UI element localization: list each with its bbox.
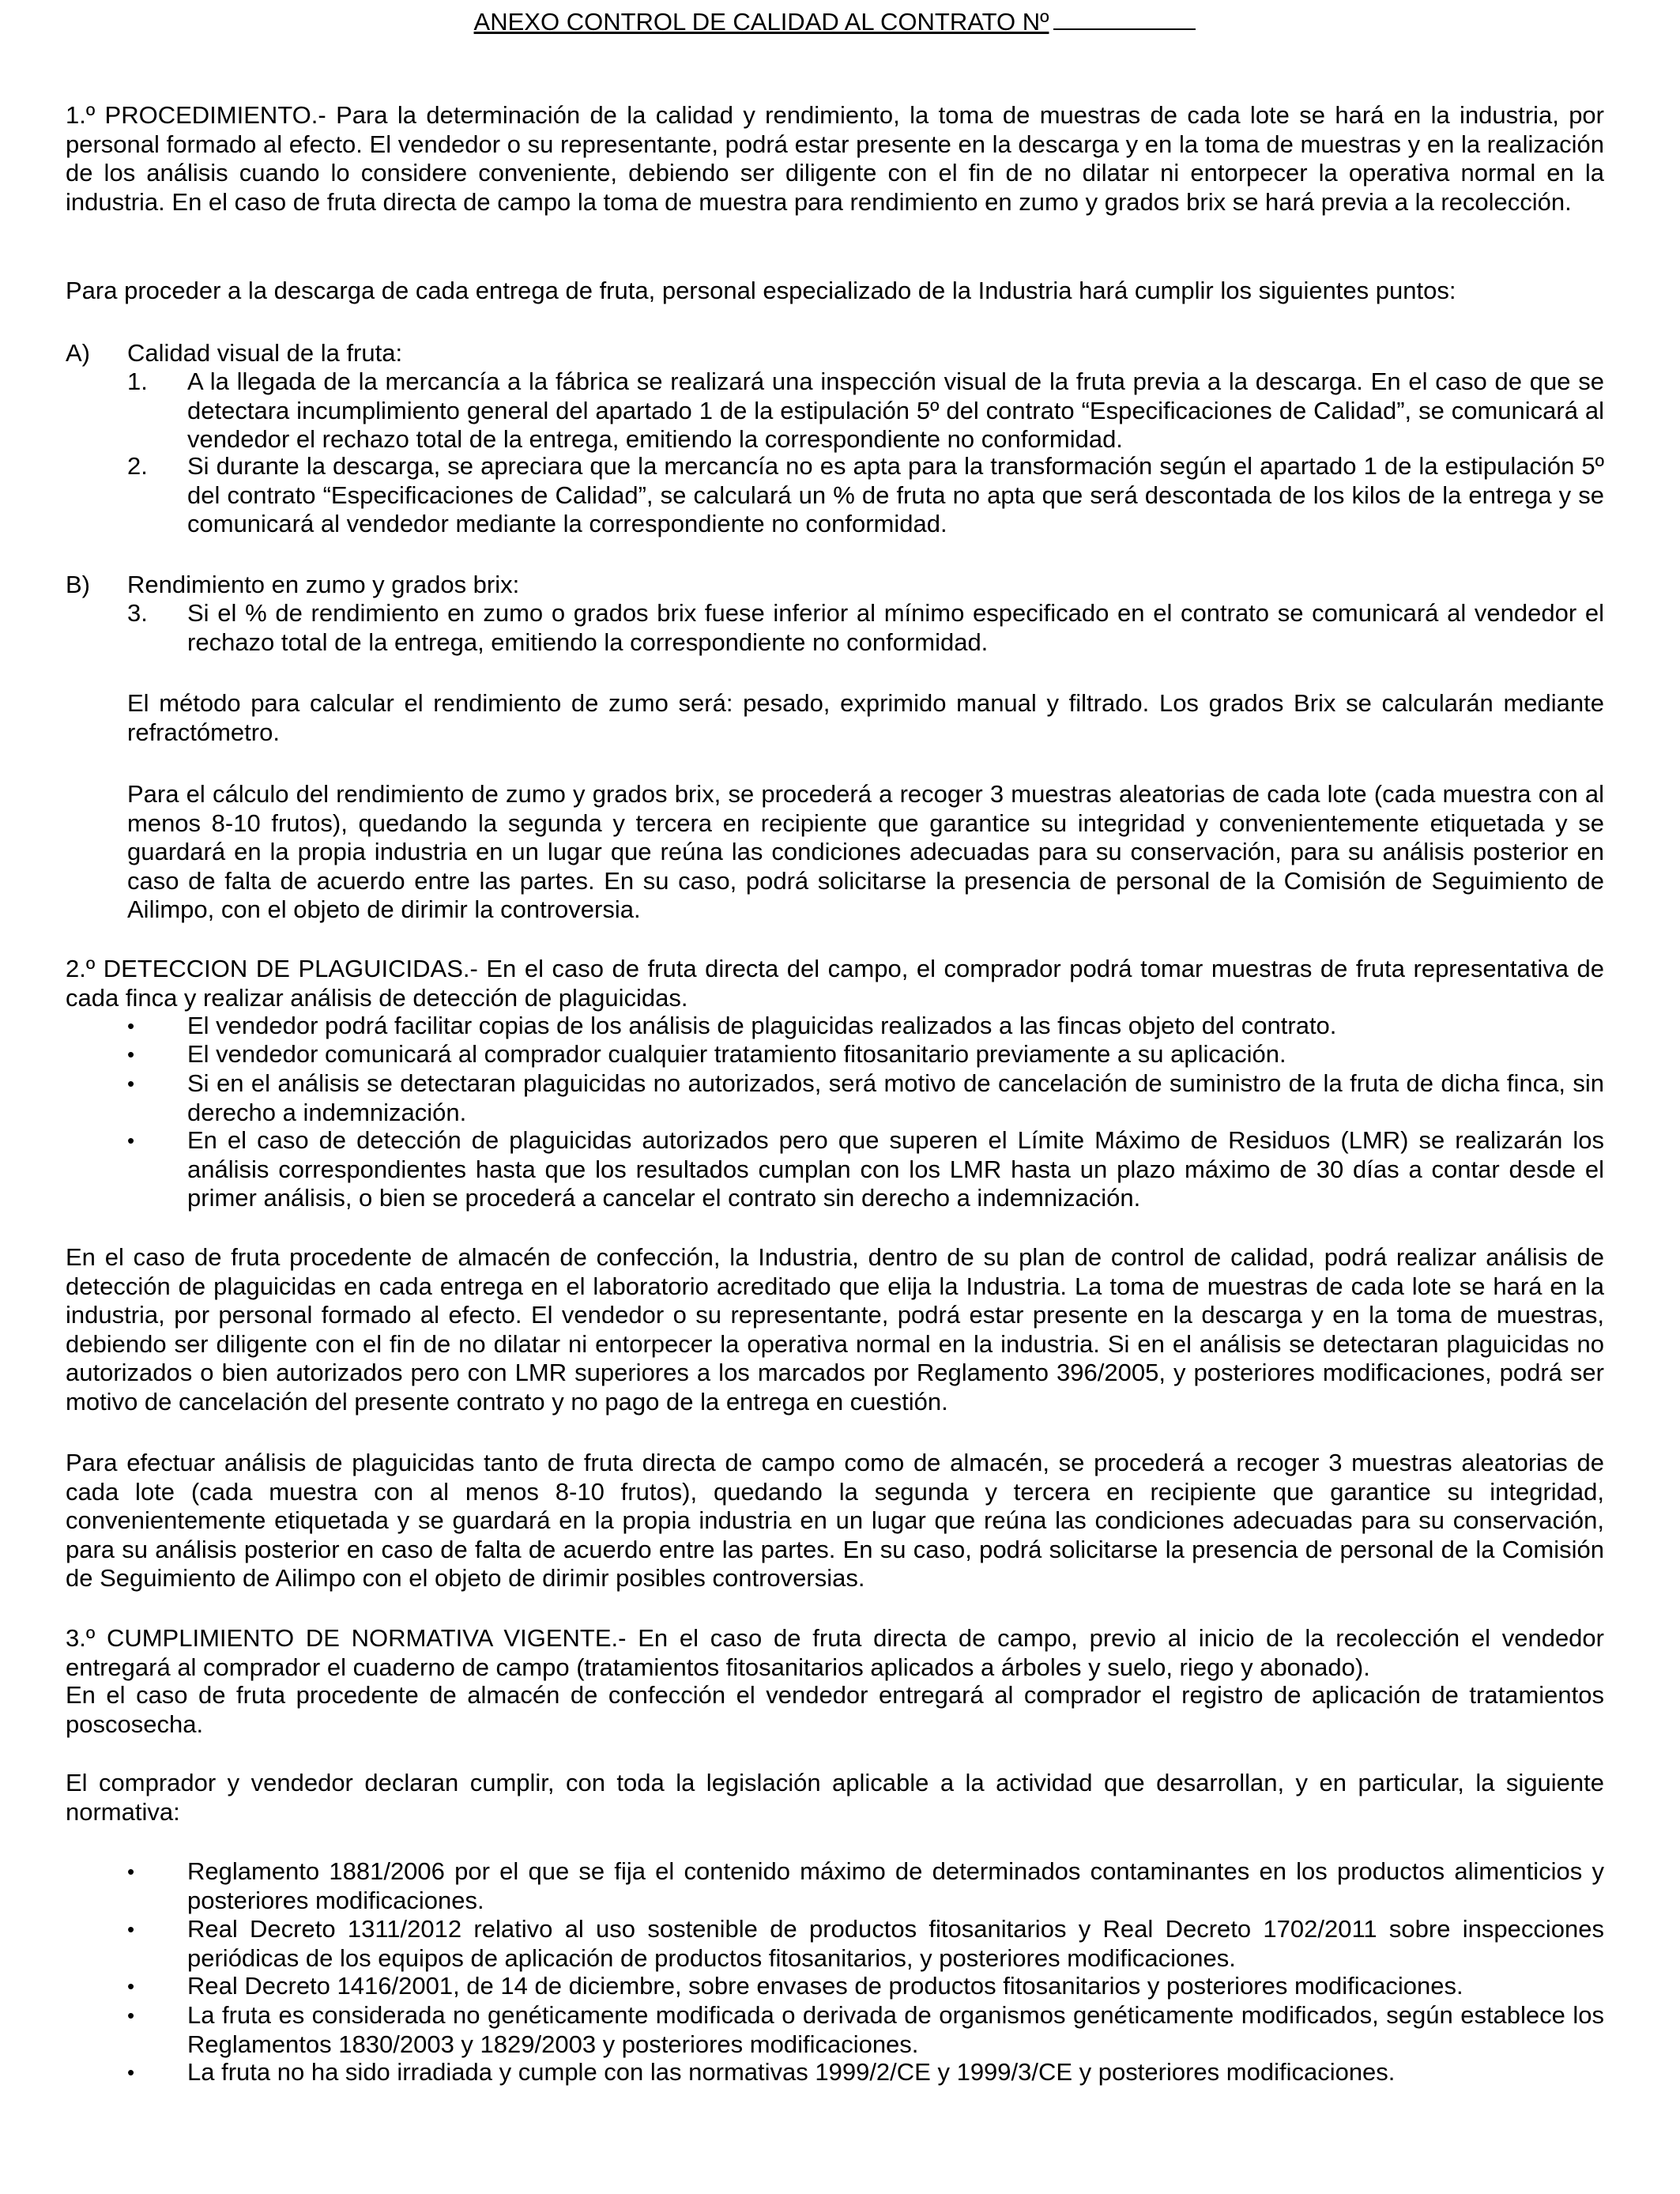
item-1-number: 1. (127, 368, 148, 395)
pesticide-bullet-4: En el caso de detección de plaguicidas autorizados pero que superen el Límite Máximo de Residuos (LMR) se realizarán los análisis correspondientes hasta que los resultados cumplan con los LMR hasta un plazo máximo de 30 días a contar desde el primer análisis, o bien se procederá a cancelar el contrato sin derecho a indemnización. (187, 1126, 1604, 1212)
item-b-letter: B) (66, 571, 90, 598)
section-3-heading: 3.º CUMPLIMIENTO DE NORMATIVA VIGENTE.- (66, 1624, 627, 1652)
title-text: ANEXO CONTROL DE CALIDAD AL CONTRATO Nº (473, 8, 1049, 36)
section-2-paragraph (66, 955, 1604, 1012)
item-a-title: Calidad visual de la fruta: (127, 339, 403, 367)
section-1-heading: 1.º PROCEDIMIENTO.- (66, 101, 326, 129)
bullet-glyph: • (127, 1042, 135, 1066)
document-title (66, 6, 1604, 36)
section-2-intro: En el caso de fruta directa del campo, el comprador podrá tomar muestras de fruta representativa de cada finca y realizar análisis de detección de plaguicidas. (66, 955, 1604, 1012)
bullet-glyph: • (127, 1917, 135, 1941)
regulation-bullet-4: La fruta es considerada no genéticamente modificada o derivada de organismos genéticamente modificados, según establece los Reglamentos 1830/2003 y 1829/2003 y posteriores modificaciones. (187, 2001, 1604, 2058)
bullet-glyph: • (127, 1974, 135, 1998)
bullet-glyph: • (127, 2004, 135, 2027)
juice-method-paragraph: El método para calcular el rendimiento de zumo será: pesado, exprimido manual y filtrado. Los grados Brix se calcularán mediante refractómetro. (127, 689, 1604, 746)
pesticide-sampling-paragraph: Para efectuar análisis de plaguicidas tanto de fruta directa de campo como de almacén, se procederá a recoger 3 muestras aleatorias de cada lote (cada muestra con al menos 8-10 frutos), quedando la segunda y tercera en recipiente que garantice su integridad, convenientemente etiquetada y se guardará en la propia industria en un lugar que reúna las condiciones adecuadas para su conservación, para su análisis posterior en caso de falta de acuerdo entre las partes. En su caso, podrá solicitarse la presencia de personal de la Comisión de Seguimiento de Ailimpo con el objeto de dirimir posibles controversias. (66, 1449, 1604, 1592)
bullet-glyph: • (127, 1014, 135, 1038)
item-b-title: Rendimiento en zumo y grados brix: (127, 571, 520, 598)
contract-number-blank (1053, 6, 1196, 30)
item-2-text: Si durante la descarga, se apreciara que la mercancía no es apta para la transformación según el apartado 1 de la estipulación 5º del contrato “Especificaciones de Calidad”, se calculará un % de fruta no apta que será descontada de los kilos de la entrega y se comunicará al vendedor mediante la correspondiente no conformidad. (187, 452, 1604, 537)
item-3-text: Si el % de rendimiento en zumo o grados brix fuese inferior al mínimo especificado en el contrato se comunicará al vendedor el rechazo total de la entrega, emitiendo la correspondiente no conformidad. (187, 599, 1604, 656)
section-1-paragraph (66, 101, 1604, 217)
section-1-text: Para la determinación de la calidad y rendimiento, la toma de muestras de cada lote se hará en la industria, por personal formado al efecto. El vendedor o su representante, podrá estar presente en la descarga y en la toma de muestras y en la realización de los análisis cuando lo considere conveniente, debiendo ser diligente con el fin de no dilatar ni entorpecer la operativa normal en la industria. En el caso de fruta directa de campo la toma de muestra para rendimiento en zumo y grados brix se hará previa a la recolección. (66, 101, 1604, 216)
item-a-letter: A) (66, 339, 90, 367)
regulation-bullet-2: Real Decreto 1311/2012 relativo al uso sostenible de productos fitosanitarios y Real Decreto 1702/2011 sobre inspecciones periódicas de los equipos de aplicación de productos fitosanitarios, y posteriores modificaciones. (187, 1915, 1604, 1972)
pesticide-bullet-2: El vendedor comunicará al comprador cualquier tratamiento fitosanitario previamente a su aplicación. (187, 1040, 1286, 1068)
warehouse-fruit-paragraph: En el caso de fruta procedente de almacén de confección, la Industria, dentro de su plan de control de calidad, podrá realizar análisis de detección de plaguicidas en cada entrega en el laboratorio acreditado que elija la Industria. La toma de muestras de cada lote se hará en la industria, por personal formado al efecto. El vendedor o su representante, podrá estar presente en la descarga y en la toma de muestras, debiendo ser diligente con el fin de no dilatar ni entorpecer la operativa normal en la industria. Si en el análisis se detectaran plaguicidas no autorizados o bien autorizados pero con LMR superiores a los marcados por Reglamento 396/2005, y posteriores modificaciones, podrá ser motivo de cancelación del presente contrato y no pago de la entrega en cuestión. (66, 1243, 1604, 1416)
postharvest-paragraph: En el caso de fruta procedente de almacén de confección el vendedor entregará al comprador el registro de aplicación de tratamientos poscosecha. (66, 1681, 1604, 1738)
bullet-glyph: • (127, 1860, 135, 1883)
regulation-bullet-5: La fruta no ha sido irradiada y cumple con las normativas 1999/2/CE y 1999/3/CE y posteriores modificaciones. (187, 2058, 1396, 2086)
section-1-descarga-intro: Para proceder a la descarga de cada entrega de fruta, personal especializado de la Industria hará cumplir los siguientes puntos: (66, 277, 1456, 304)
item-2-number: 2. (127, 452, 148, 480)
bullet-glyph: • (127, 1129, 135, 1152)
bullet-glyph: • (127, 1072, 135, 1095)
section-2-heading: 2.º DETECCION DE PLAGUICIDAS.- (66, 955, 478, 982)
pesticide-bullet-3: Si en el análisis se detectaran plaguicidas no autorizados, será motivo de cancelación de suministro de la fruta de dicha finca, sin derecho a indemnización. (187, 1069, 1604, 1126)
juice-sampling-paragraph: Para el cálculo del rendimiento de zumo y grados brix, se procederá a recoger 3 muestras aleatorias de cada lote (cada muestra con al menos 8-10 frutos), quedando la segunda y tercera en recipiente que garantice su integridad y convenientemente etiquetada y se guardará en la propia industria en un lugar que reúna las condiciones adecuadas para su conservación, para su análisis posterior en caso de falta de acuerdo entre las partes. En su caso, podrá solicitarse la presencia de personal de la Comisión de Seguimiento de Ailimpo, con el objeto de dirimir la controversia. (127, 780, 1604, 923)
legislation-intro: El comprador y vendedor declaran cumplir, con toda la legislación aplicable a la actividad que desarrollan, y en particular, la siguiente normativa: (66, 1769, 1604, 1826)
item-1-text: A la llegada de la mercancía a la fábrica se realizará una inspección visual de la fruta previa a la descarga. En el caso de que se detectara incumplimiento general del apartado 1 de la estipulación 5º del contrato “Especificaciones de Calidad”, se comunicará al vendedor el rechazo total de la entrega, emitiendo la correspondiente no conformidad. (187, 368, 1604, 453)
regulation-bullet-1: Reglamento 1881/2006 por el que se fija el contenido máximo de determinados contaminantes en los productos alimenticios y posteriores modificaciones. (187, 1857, 1604, 1914)
regulation-bullet-3: Real Decreto 1416/2001, de 14 de diciembre, sobre envases de productos fitosanitarios y posteriores modificaciones. (187, 1972, 1463, 2000)
item-3-number: 3. (127, 599, 148, 627)
section-3-intro: En el caso de fruta directa de campo, previo al inicio de la recolección el vendedor entregará al comprador el cuaderno de campo (tratamientos fitosanitarios aplicados a árboles y suelo, riego y abonado). (66, 1624, 1604, 1681)
bullet-glyph: • (127, 2060, 135, 2084)
pesticide-bullet-1: El vendedor podrá facilitar copias de los análisis de plaguicidas realizados a las fincas objeto del contrato. (187, 1012, 1337, 1039)
section-3-paragraph (66, 1624, 1604, 1682)
